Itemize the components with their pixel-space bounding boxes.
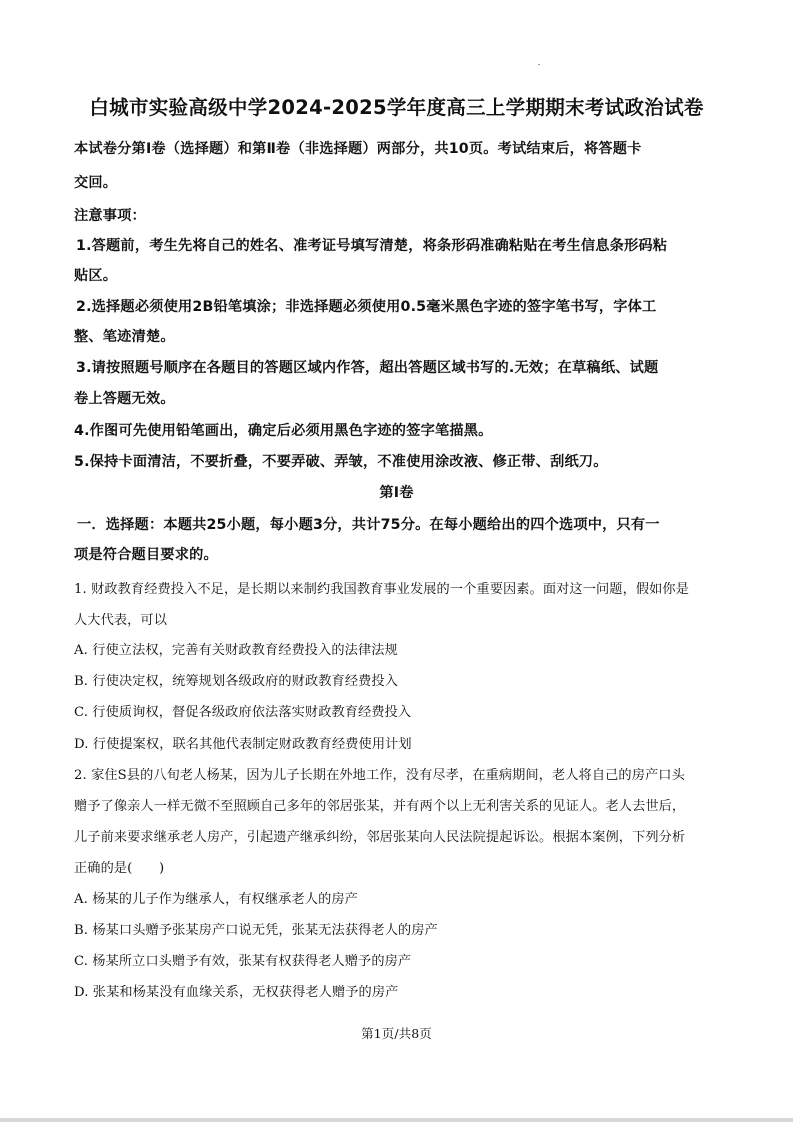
page-bottom-edge <box>0 1118 793 1122</box>
q1-option-b: B. 行使决定权，统筹规划各级政府的财政教育经费投入 <box>74 674 398 689</box>
scan-speck <box>538 64 540 65</box>
note-3-line-2: 卷上答题无效。 <box>74 391 175 407</box>
note-5: 5.保持卡面清洁，不要折叠，不要弄破、弄皱，不准使用涂改液、修正带、刮纸刀。 <box>74 454 608 470</box>
q2-option-a: A. 杨某的儿子作为继承人，有权继承老人的房产 <box>74 892 358 907</box>
q2-stem-line-4: 正确的是( ) <box>74 861 165 876</box>
q2-option-c: C. 杨某所立口头赠予有效，张某有权获得老人赠予的房产 <box>74 954 412 969</box>
section-title: 第Ⅰ卷 <box>379 485 414 501</box>
q2-option-d: D. 张某和杨某没有血缘关系，无权获得老人赠予的房产 <box>74 985 399 1000</box>
note-1-line-1: 1.答题前，考生先将自己的姓名、准考证号填写清楚，将条形码准确粘贴在考生信息条形码粘 <box>76 238 668 254</box>
exam-title: 白城市实验高级中学2024-2025学年度高三上学期期末考试政治试卷 <box>89 96 704 119</box>
q2-stem-line-2: 赠予了像亲人一样无微不至照顾自己多年的邻居张某，并有两个以上无利害关系的见证人。老人去世后， <box>74 799 686 814</box>
intro-line-1: 本试卷分第Ⅰ卷（选择题）和第Ⅱ卷（非选择题）两部分，共10页。考试结束后，将答题卡 <box>74 141 642 157</box>
notes-heading: 注意事项： <box>74 208 146 224</box>
note-1-line-2: 贴区。 <box>74 268 118 284</box>
q1-option-a: A. 行使立法权，完善有关财政教育经费投入的法律法规 <box>74 643 398 658</box>
q1-option-c: C. 行使质询权，督促各级政府依法落实财政教育经费投入 <box>74 705 412 720</box>
q2-option-b: B. 杨某口头赠予张某房产口说无凭，张某无法获得老人的房产 <box>74 923 438 938</box>
q2-stem-line-3: 儿子前来要求继承老人房产，引起遗产继承纠纷，邻居张某向人民法院提起诉讼。根据本案例，下列分析 <box>74 830 686 845</box>
q2-stem-line-1: 2. 家住S县的八旬老人杨某，因为儿子长期在外地工作，没有尽孝，在重病期间，老人将自己的房产口头 <box>74 768 685 783</box>
intro-line-2: 交回。 <box>74 175 118 191</box>
q1-option-d: D. 行使提案权，联名其他代表制定财政教育经费使用计划 <box>74 737 412 752</box>
section-desc-line-1: 一．选择题：本题共25小题，每小题3分，共计75分。在每小题给出的四个选项中，只有一 <box>77 517 660 533</box>
note-3-line-1: 3.请按照题号顺序在各题目的答题区域内作答，超出答题区域书写的.无效；在草稿纸、试题 <box>76 360 659 376</box>
q1-stem-line-2: 人大代表，可以 <box>74 613 168 628</box>
page-footer: 第1页/共8页 <box>361 1026 432 1041</box>
note-2-line-1: 2.选择题必须使用2B铅笔填涂；非选择题必须使用0.5毫米黑色字迹的签字笔书写，字体工 <box>76 299 657 315</box>
q1-stem-line-1: 1. 财政教育经费投入不足，是长期以来制约我国教育事业发展的一个重要因素。面对这一问题，假如你是 <box>74 582 690 597</box>
section-desc-line-2: 项是符合题目要求的。 <box>74 547 218 563</box>
note-2-line-2: 整、笔迹清楚。 <box>74 329 175 345</box>
note-4: 4.作图可先使用铅笔画出，确定后必须用黑色字迹的签字笔描黑。 <box>74 423 493 439</box>
